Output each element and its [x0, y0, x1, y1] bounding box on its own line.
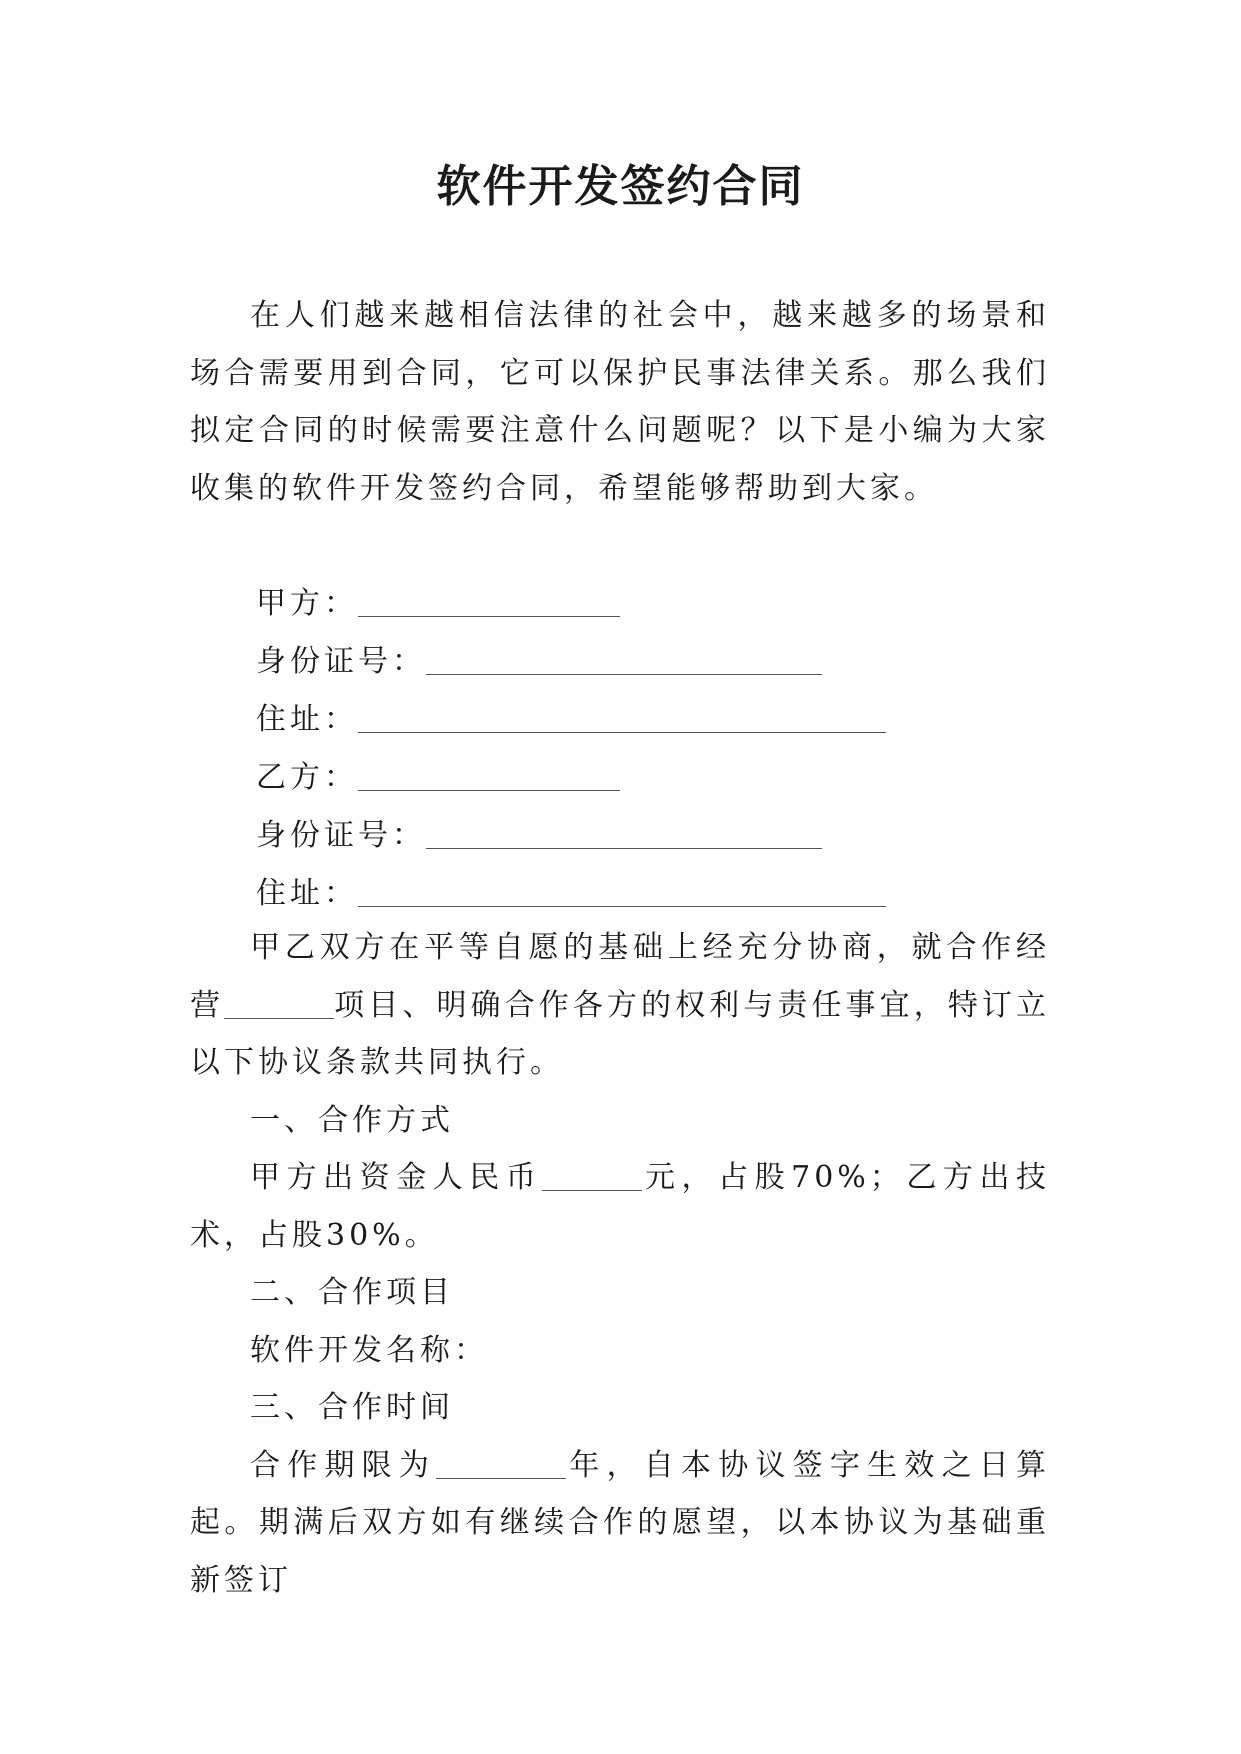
party-b-row [190, 749, 1050, 807]
intro-paragraph: 在人们越来越相信法律的社会中，越来越多的场景和场合需要用到合同，它可以保护民事法律关系。那么我们拟定合同的时候需要注意什么问题呢？以下是小编为大家收集的软件开发签约合同，希望能够帮助到大家。 [190, 298, 1050, 506]
section-1-heading: 一、合作方式 [250, 1102, 454, 1138]
section-1-before-blank: 甲方出资金人民币 [250, 1160, 543, 1195]
party-b-label: 乙方： [256, 760, 358, 795]
document-title: 软件开发签约合同 [436, 161, 805, 212]
party-b-blank[interactable] [358, 760, 620, 791]
party-b-id-label: 身份证号： [256, 818, 426, 853]
software-name-label: 软件开发名称： [250, 1332, 488, 1368]
term-years-blank[interactable] [436, 1448, 566, 1479]
section-2-heading: 二、合作项目 [250, 1275, 454, 1310]
contract-clauses [190, 919, 1050, 1609]
section-1-after-blank: 元，占股70%；乙方出技术，占股30%。 [190, 1160, 1051, 1253]
party-a-address-row [190, 691, 1050, 749]
intro-section [190, 287, 1050, 517]
party-a-row [190, 575, 1050, 633]
section-3-paragraph [190, 1437, 1050, 1610]
preamble-after-blank: 项目、明确合作各方的权利与责任事宜，特订立以下协议条款共同执行。 [190, 987, 1051, 1080]
party-b-id-row [190, 807, 1050, 865]
party-b-address-label: 住址： [256, 876, 358, 911]
party-a-id-blank[interactable] [426, 644, 822, 675]
project-name-blank[interactable] [224, 988, 334, 1019]
preamble-paragraph [190, 919, 1050, 1092]
party-b-address-blank[interactable] [358, 876, 886, 907]
party-b-address-row [190, 865, 1050, 923]
party-b-id-blank[interactable] [426, 818, 822, 849]
section-3-heading: 三、合作时间 [250, 1390, 454, 1425]
party-a-label: 甲方： [256, 586, 358, 621]
party-a-address-label: 住址： [256, 702, 358, 737]
section-3-after-blank: 年，自本协议签字生效之日算起。期满后双方如有继续合作的愿望，以本协议为基础重新签订 [190, 1447, 1051, 1598]
party-a-blank[interactable] [358, 586, 620, 617]
section-1-paragraph [190, 1149, 1050, 1264]
capital-amount-blank[interactable] [542, 1160, 642, 1191]
section-3-before-blank: 合作期限为 [250, 1447, 437, 1483]
party-a-id-row [190, 633, 1050, 691]
party-a-id-label: 身份证号： [256, 644, 426, 679]
party-a-address-blank[interactable] [358, 702, 886, 733]
preamble-before-blank: 甲乙双方在平等自愿的基础上经充分协商，就合作经营 [190, 930, 1050, 1023]
party-fields [190, 575, 1050, 923]
